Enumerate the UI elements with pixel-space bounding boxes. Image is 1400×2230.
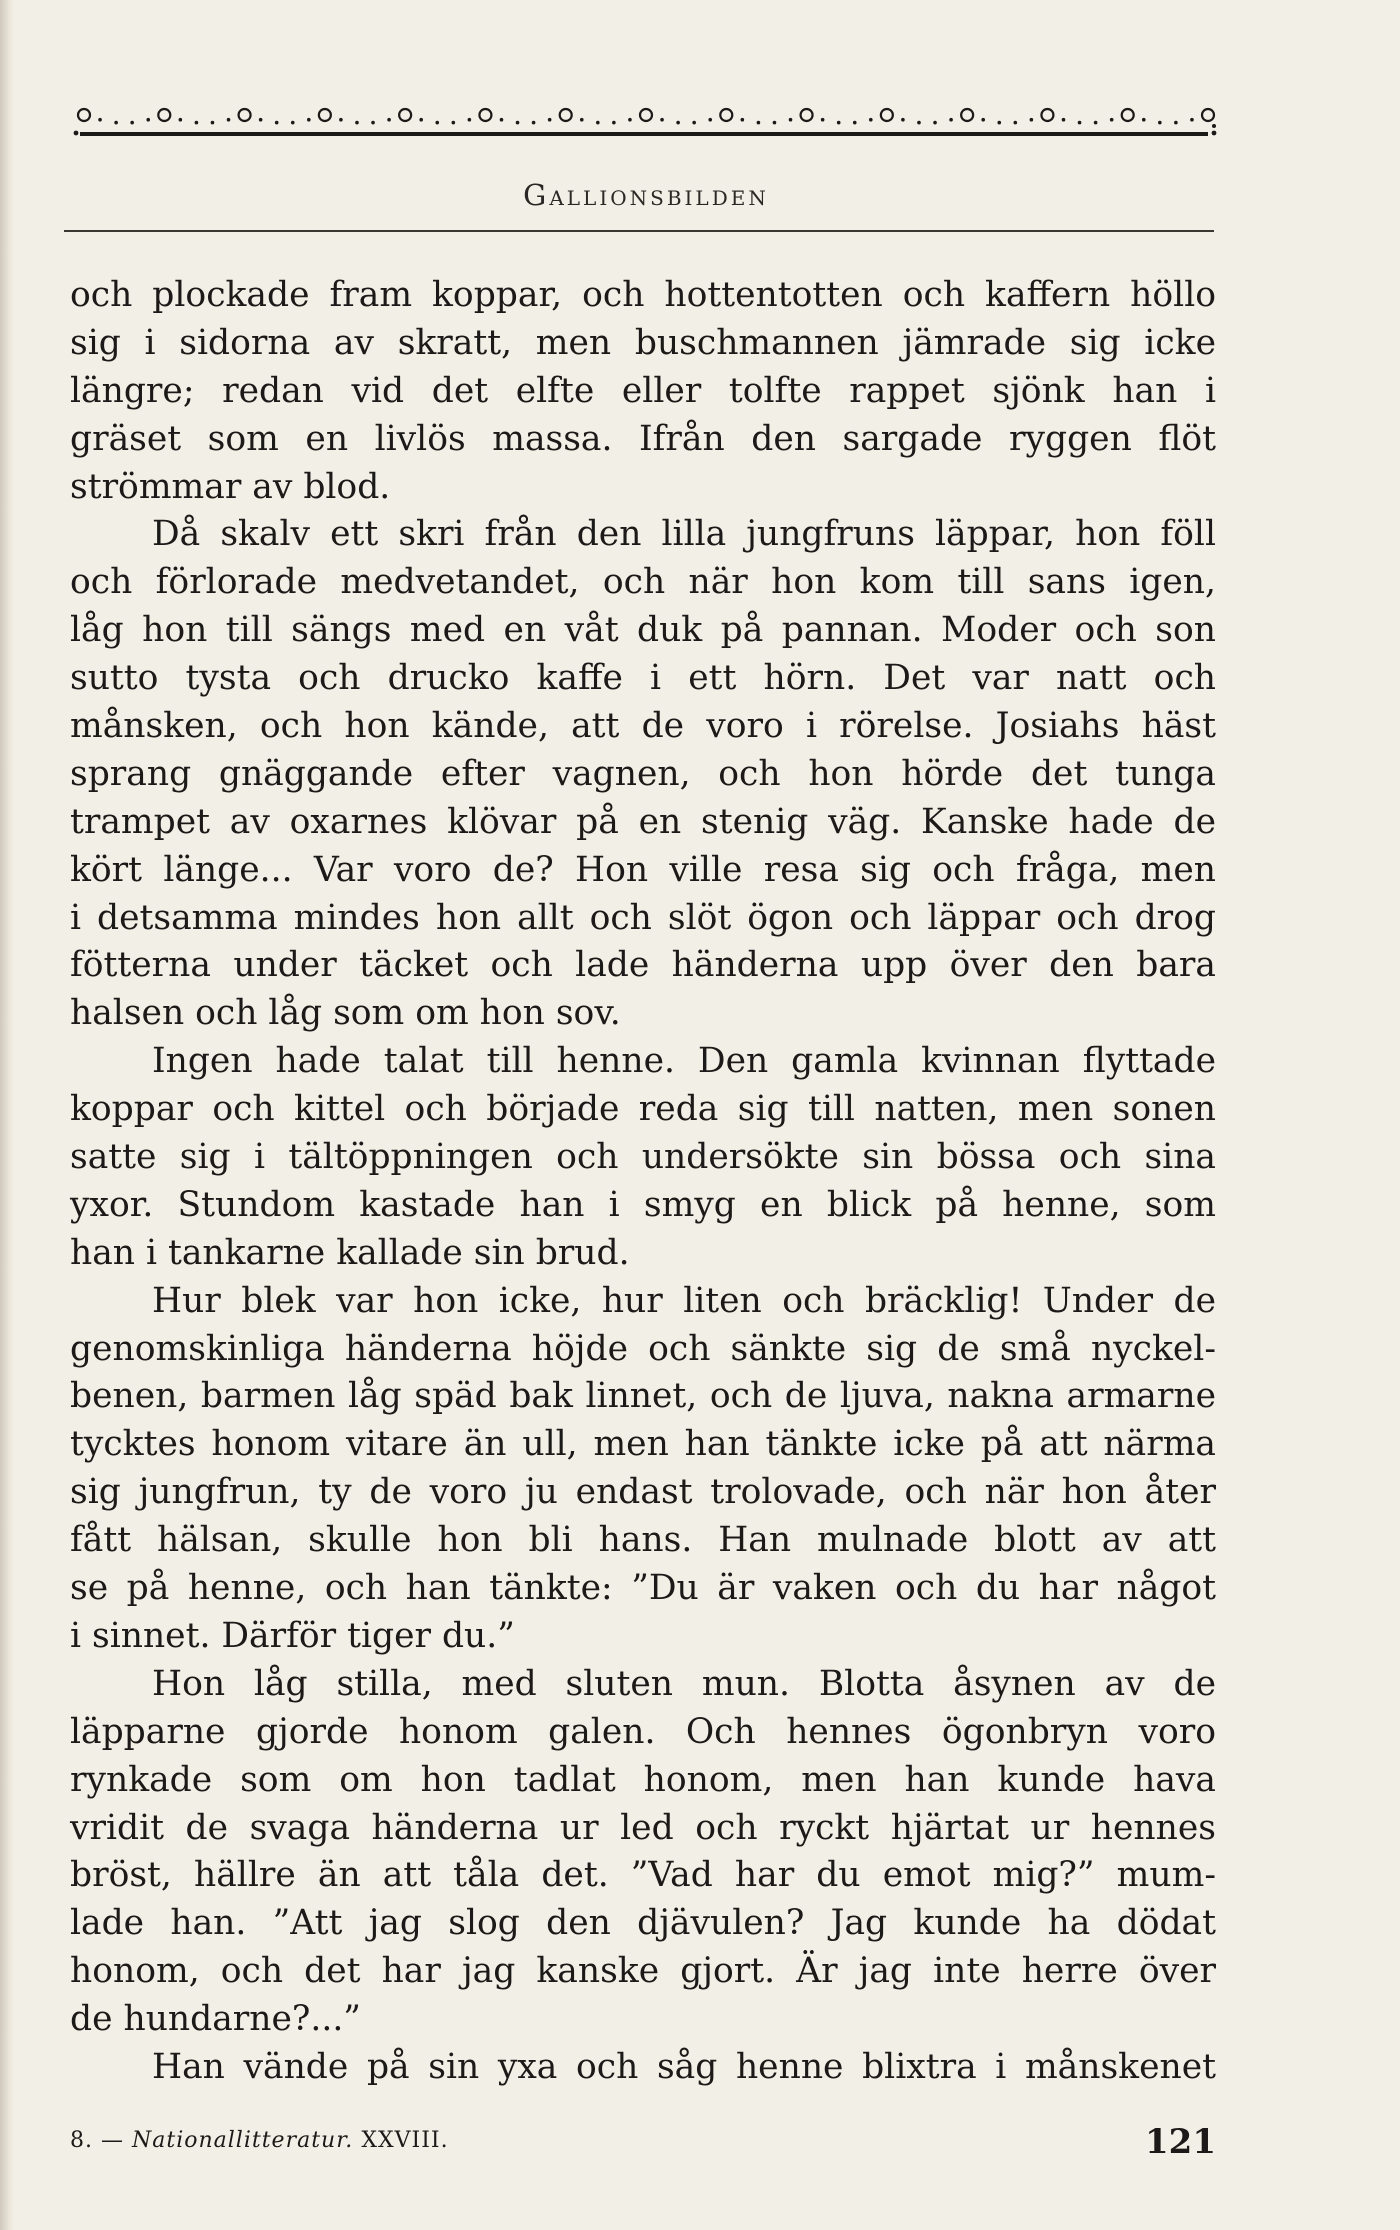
text-line: månsken, och hon kände, att de voro i rörelse. Josiahs häst [70,706,1216,747]
text-line: och förlorade medvetandet, och när hon kom till sans igen, [70,562,1216,603]
text-line: Då skalv ett skri från den lilla jungfruns läppar, hon föll [152,514,1216,555]
page-number: 121 [1145,2122,1216,2162]
signature-volume: XXVIII. [361,2128,449,2153]
text-line: kört länge... Var voro de? Hon ville resa sig och fråga, men [70,849,1216,890]
text-line: låg hon till sängs med en våt duk på pannan. Moder och son [70,610,1216,651]
page-spine-shadow [0,0,14,2230]
text-line: läpparne gjorde honom galen. Och hennes ögonbryn voro [70,1711,1216,1752]
text-line: Hon låg stilla, med sluten mun. Blotta åsynen av de [152,1663,1216,1704]
header-rule [64,230,1214,232]
text-line: lade han. ”Att jag slog den djävulen? Jag kunde ha dödat [70,1903,1216,1944]
text-line: Ingen hade talat till henne. Den gamla kvinnan flyttade [152,1041,1216,1082]
text-line: vridit de svaga händerna ur led och ryckt hjärtat ur hennes [70,1807,1216,1848]
page-footer [70,2122,1216,2172]
text-line: sprang gnäggande efter vagnen, och hon hörde det tunga [70,753,1216,794]
body-text [70,272,1216,2092]
text-line: tycktes honom vitare än ull, men han tänkte icke på att närma [70,1424,1216,1465]
text-line: bröst, hällre än att tåla det. ”Vad har du emot mig?” mum- [70,1855,1216,1896]
text-line: Hur blek var hon icke, hur liten och bräcklig! Under de [152,1280,1216,1321]
text-line: gräset som en livlös massa. Ifrån den sargade ryggen flöt [70,418,1216,459]
text-line: honom, och det har jag kanske gjort. Är jag inte herre över [70,1951,1216,1992]
text-line: se på henne, och han tänkte: ”Du är vaken och du har något [70,1568,1216,1609]
text-line: Han vände på sin yxa och såg henne blixtra i månskenet [152,2046,1216,2087]
text-line: han i tankarne kallade sin brud. [70,1232,630,1273]
printer-signature [70,2128,449,2153]
signature-title: Nationallitteratur. [131,2128,354,2153]
text-line: i sinnet. Därför tiger du.” [70,1615,515,1656]
text-line: längre; redan vid det elfte eller tolfte rappet sjönk han i [70,370,1216,411]
text-line: benen, barmen låg späd bak linnet, och de ljuva, nakna armarne [70,1376,1216,1417]
text-line: genomskinliga händerna höjde och sänkte sig de små nyckel- [70,1328,1216,1369]
text-line: trampet av oxarnes klövar på en stenig väg. Kanske hade de [70,801,1216,842]
text-line: rynkade som om hon tadlat honom, men han kunde hava [70,1759,1216,1800]
decorative-ornament-border [72,98,1220,138]
text-line: sig i sidorna av skratt, men buschmannen jämrade sig icke [70,322,1216,363]
text-line: och plockade fram koppar, och hottentotten och kaffern höllo [70,275,1216,315]
signature-prefix: 8. — [70,2128,124,2153]
text-line: fötterna under täcket och lade händerna upp över den bara [70,945,1216,986]
text-line: strömmar av blod. [70,466,391,507]
text-line: satte sig i tältöppningen och undersökte sin bössa och sina [70,1137,1216,1178]
text-line: de hundarne?...” [70,1999,361,2040]
text-line: koppar och kittel och började reda sig till natten, men sonen [70,1089,1216,1130]
text-line: halsen och låg som om hon sov. [70,993,621,1034]
text-line: i detsamma mindes hon allt och slöt ögon och läppar och drog [70,897,1216,938]
text-line: fått hälsan, skulle hon bli hans. Han mulnade blott av att [70,1520,1216,1561]
text-line: sutto tysta och drucko kaffe i ett hörn. Det var natt och [70,658,1216,699]
running-head: Gallionsbilden [523,178,769,212]
text-line: yxor. Stundom kastade han i smyg en blick på henne, som [70,1184,1216,1225]
text-line: sig jungfrun, ty de voro ju endast trolovade, och när hon åter [70,1472,1216,1513]
